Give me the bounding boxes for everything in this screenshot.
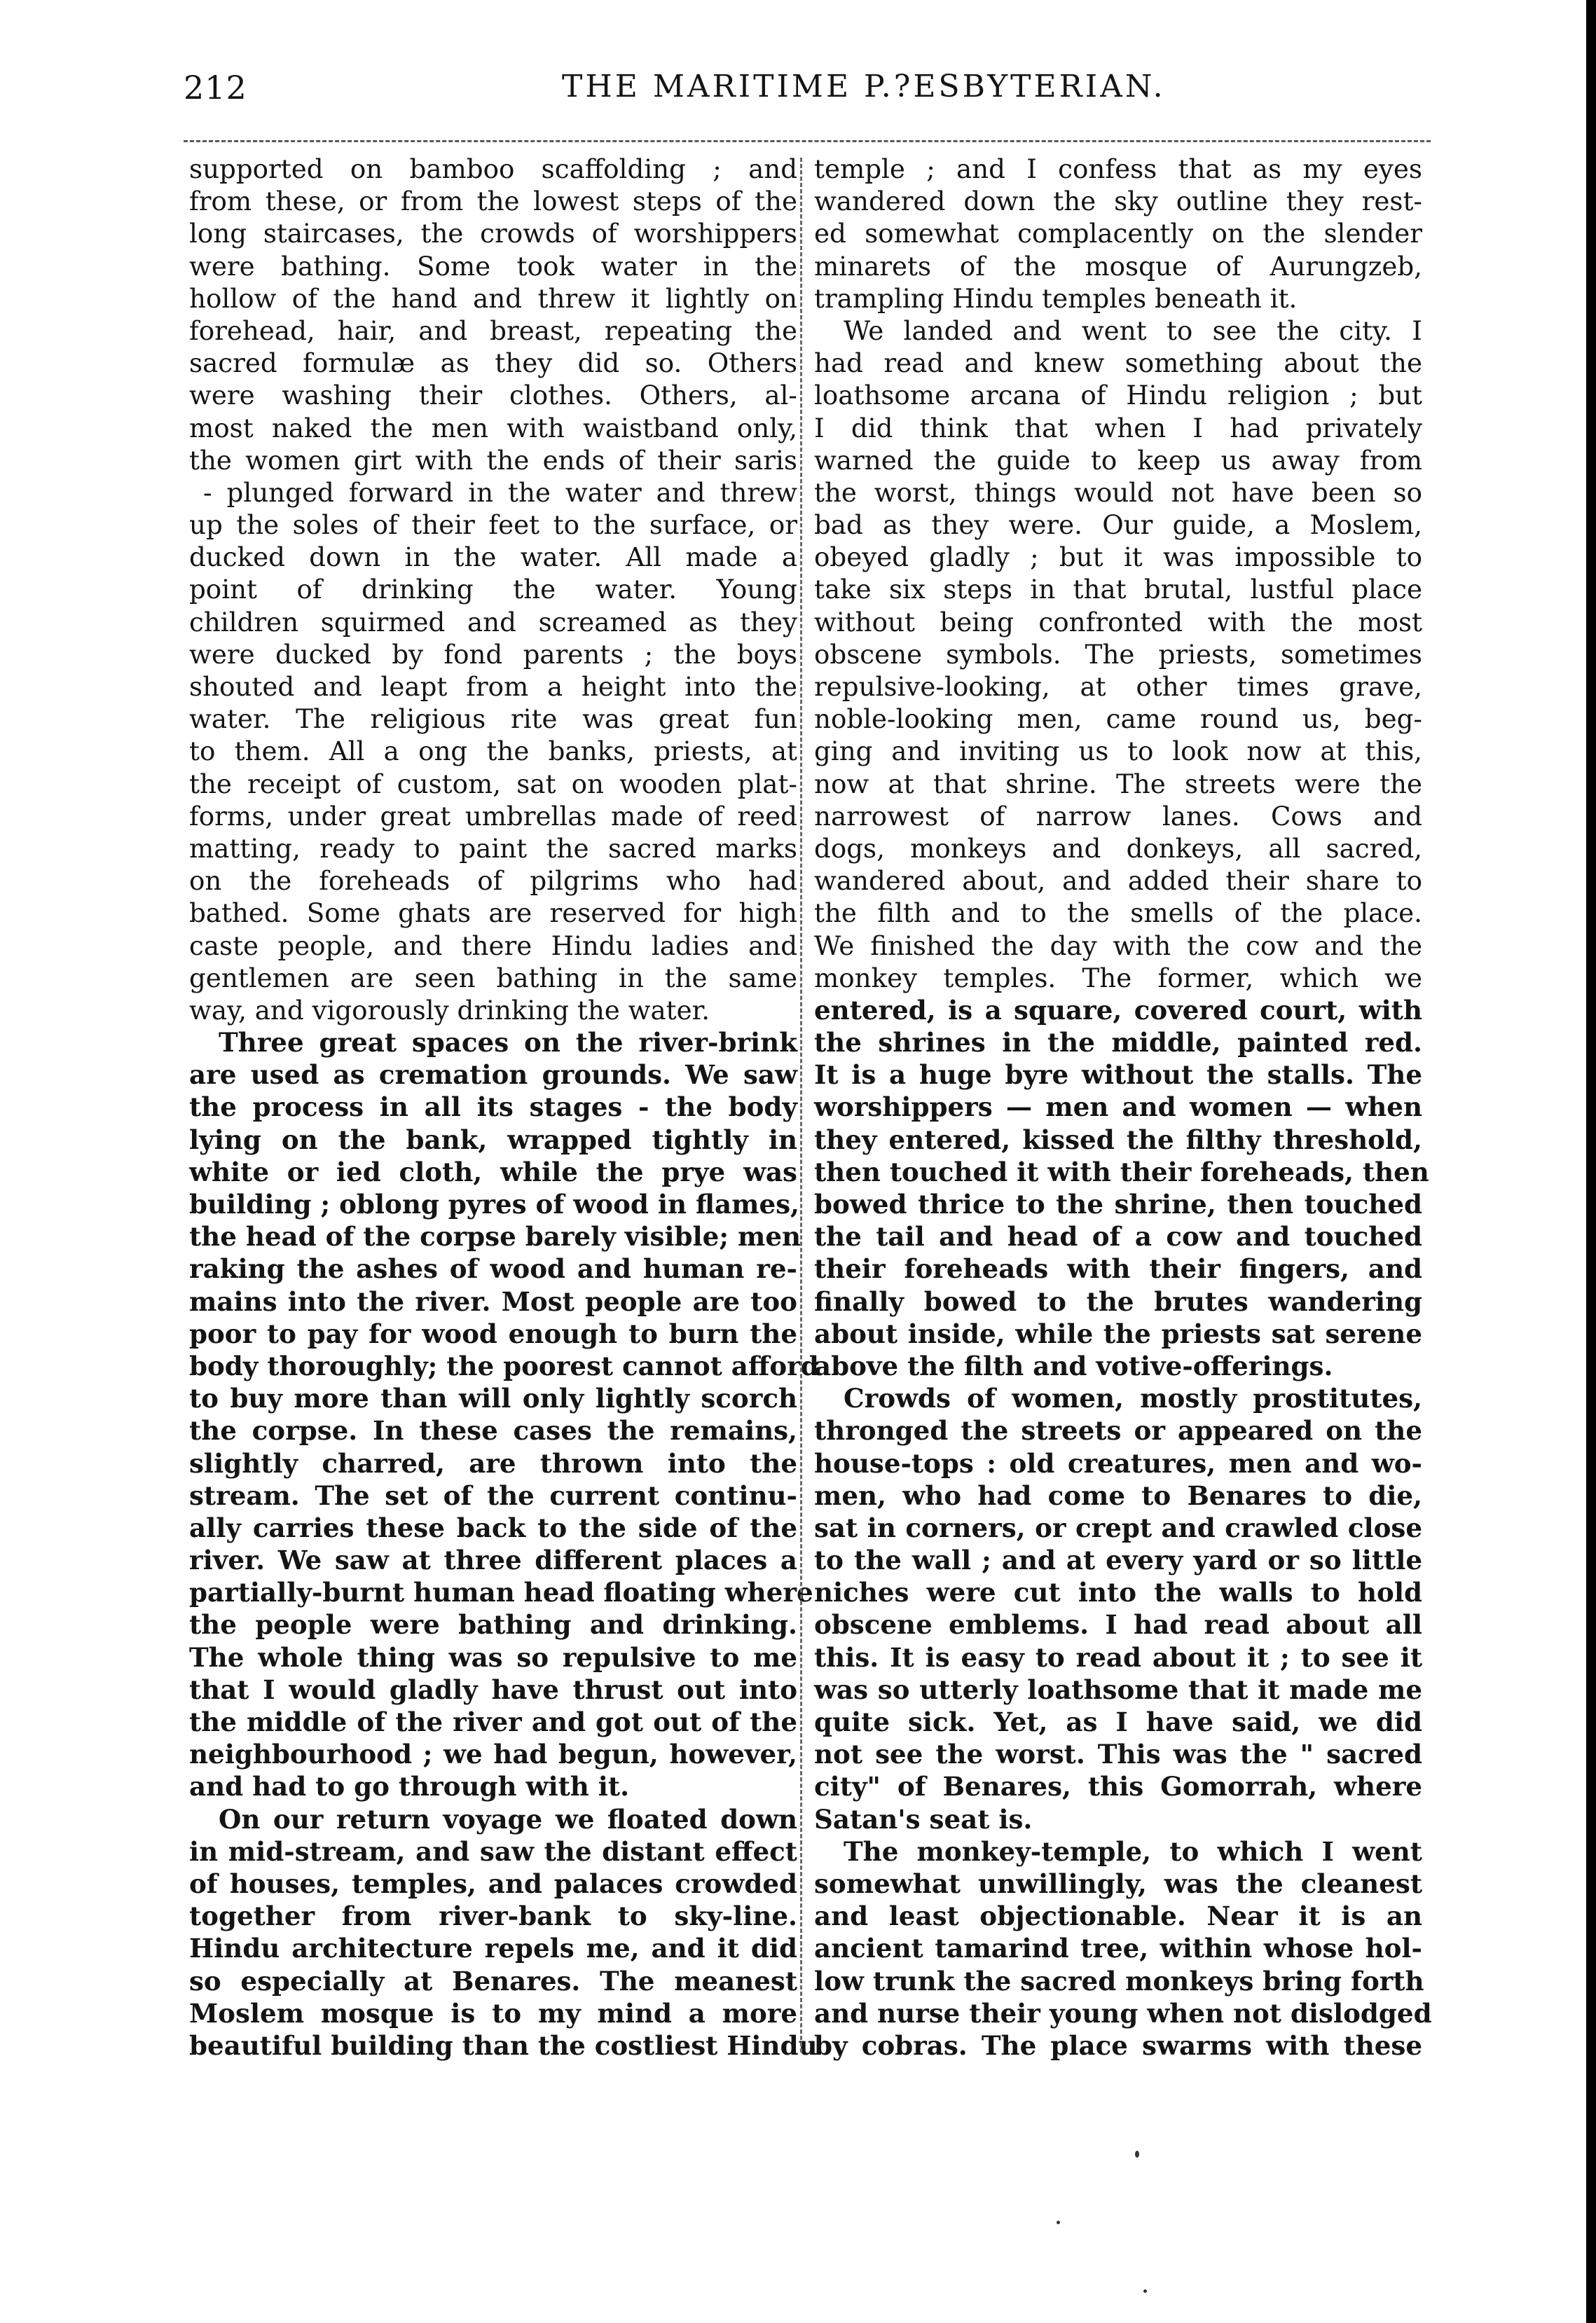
text-line: beautiful building than the costliest Hindu [189, 2029, 818, 2061]
text-line: the people were bathing and drinking. [189, 1609, 797, 1641]
text-line: gentlemen are seen bathing in the same [189, 962, 797, 993]
text-line: ging and inviting us to look now at this, [814, 736, 1422, 767]
header-rule [184, 140, 1431, 142]
text-line: slightly charred, are thrown into the [189, 1447, 797, 1479]
page-number: 212 [184, 69, 247, 106]
text-line: It is a huge byre without the stalls. The [814, 1059, 1422, 1091]
text-line: Moslem mosque is to my mind a more [189, 1997, 797, 2029]
text-line: and nurse their young when not dislodged [814, 1997, 1432, 2029]
text-line: sacred formulæ as they did so. Others [189, 347, 797, 379]
text-line: matting, ready to paint the sacred marks [189, 832, 797, 864]
text-line: warned the guide to keep us away from [814, 444, 1422, 476]
text-line: the women girt with the ends of their saris [189, 444, 797, 476]
text-line: house-tops : old creatures, men and wo- [814, 1447, 1422, 1479]
text-line: without being confronted with the most [814, 606, 1422, 637]
text-line: about inside, while the priests sat serene [814, 1318, 1422, 1349]
text-line: were bathing. Some took water in the [189, 250, 797, 282]
text-line: dogs, monkeys and donkeys, all sacred, [814, 832, 1422, 864]
text-line: building ; oblong pyres of wood in flames, [189, 1189, 800, 1220]
text-line: were ducked by fond parents ; the boys [189, 638, 797, 670]
text-line: the filth and to the smells of the place. [814, 897, 1422, 929]
text-line: mains into the river. Most people are too [189, 1285, 797, 1317]
text-line: somewhat unwillingly, was the cleanest [814, 1868, 1422, 1899]
text-line: forehead, hair, and breast, repeating the [189, 315, 797, 346]
page-header [184, 69, 1431, 118]
text-line: quite sick. Yet, as I have said, we did [814, 1707, 1422, 1737]
text-line: trampling Hindu temples beneath it. [814, 282, 1298, 314]
text-line: take six steps in that brutal, lustful place [814, 574, 1422, 605]
text-line: noble-looking men, came round us, beg- [814, 703, 1422, 735]
text-line: this. It is easy to read about it ; to see it [814, 1641, 1422, 1673]
text-line: entered, is a square, covered court, with [814, 994, 1422, 1026]
text-line: lying on the bank, wrapped tightly in [189, 1124, 797, 1155]
text-line: then touched it with their foreheads, then [814, 1156, 1429, 1187]
text-line: repulsive-looking, at other times grave, [814, 671, 1422, 702]
text-line: Three great spaces on the river-brink [219, 1027, 797, 1059]
column-divider [800, 158, 802, 2053]
text-line: to them. All a ong the banks, priests, at [189, 736, 797, 767]
text-line: thronged the streets or appeared on the [814, 1415, 1422, 1447]
text-line: point of drinking the water. Young [189, 574, 797, 605]
text-line: to buy more than will only lightly scorch [189, 1383, 797, 1414]
text-line: sat in corners, or crept and crawled close [814, 1512, 1422, 1543]
text-line: low trunk the sacred monkeys bring forth [814, 1965, 1424, 1997]
text-line: Satan's seat is. [814, 1803, 1033, 1835]
text-line: loathsome arcana of Hindu religion ; but [814, 380, 1422, 411]
text-line: to the wall ; and at every yard or so little [814, 1545, 1422, 1576]
left-column [189, 153, 819, 2093]
scan-speck [1057, 2221, 1060, 2224]
text-line: ed somewhat complacently on the slender [814, 218, 1422, 249]
text-line: We finished the day with the cow and the [814, 930, 1422, 961]
running-title: THE MARITIME P.?ESBYTERIAN. [562, 69, 1166, 104]
text-line: the middle of the river and got out of the [189, 1707, 797, 1737]
text-line: partially-burnt human head floating where [189, 1577, 813, 1608]
text-line: children squirmed and screamed as they [189, 606, 797, 637]
text-line: - plunged forward in the water and threw [203, 476, 797, 508]
text-line: hollow of the hand and threw it lightly on [189, 282, 797, 314]
text-line: in mid-stream, and saw the distant effect [189, 1835, 797, 1867]
text-line: the corpse. In these cases the remains, [189, 1415, 797, 1447]
text-line: together from river-bank to sky-line. [189, 1901, 797, 1932]
text-line: white or ied cloth, while the prye was [189, 1156, 797, 1187]
text-line: raking the ashes of wood and human re- [189, 1253, 797, 1285]
text-line: wandered about, and added their share to [814, 865, 1422, 897]
text-line: supported on bamboo scaffolding ; and [189, 153, 797, 184]
text-line: long staircases, the crowds of worshippers [189, 218, 797, 249]
text-line: they entered, kissed the filthy threshold, [814, 1124, 1422, 1155]
text-line: forms, under great umbrellas made of reed [189, 800, 797, 832]
text-line: minarets of the mosque of Aurungzeb, [814, 250, 1422, 282]
text-line: body thoroughly; the poorest cannot afford [189, 1350, 819, 1381]
text-line: above the filth and votive-offerings. [814, 1350, 1333, 1381]
text-line: caste people, and there Hindu ladies and [189, 930, 797, 961]
scan-speck [1135, 2151, 1139, 2158]
text-line: on the foreheads of pilgrims who had [189, 865, 797, 897]
text-line: men, who had come to Benares to die, [814, 1480, 1422, 1511]
text-line: and had to go through with it. [189, 1771, 630, 1802]
text-line: temple ; and I confess that as my eyes [814, 153, 1422, 184]
text-line: and least objectionable. Near it is an [814, 1901, 1422, 1932]
text-line: We landed and went to see the city. I [844, 315, 1422, 346]
text-line: the head of the corpse barely visible; men [189, 1221, 802, 1253]
scan-speck [1143, 2289, 1147, 2293]
text-line: the shrines in the middle, painted red. [814, 1027, 1422, 1059]
text-line: narrowest of narrow lanes. Cows and [814, 800, 1422, 832]
text-line: worshippers — men and women — when [814, 1091, 1422, 1123]
text-line: poor to pay for wood enough to burn the [189, 1318, 797, 1349]
text-line: up the soles of their feet to the surface, or [189, 509, 797, 541]
text-line: river. We saw at three different places a [189, 1545, 797, 1576]
text-line: way, and vigorously drinking the water. [189, 994, 710, 1026]
text-line: are used as cremation grounds. We saw [189, 1059, 797, 1091]
text-line: now at that shrine. The streets were the [814, 768, 1422, 799]
text-line: their foreheads with their fingers, and [814, 1253, 1422, 1285]
text-line: from these, or from the lowest steps of the [189, 186, 797, 217]
text-line: the tail and head of a cow and touched [814, 1221, 1422, 1253]
text-line: bad as they were. Our guide, a Moslem, [814, 509, 1422, 541]
text-line: by cobras. The place swarms with these [814, 2029, 1422, 2061]
text-line: On our return voyage we floated down [219, 1803, 797, 1835]
text-line: The monkey-temple, to which I went [844, 1835, 1422, 1867]
text-line: Hindu architecture repels me, and it did [189, 1933, 797, 1964]
text-line: neighbourhood ; we had begun, however, [189, 1739, 797, 1770]
text-line: water. The religious rite was great fun [189, 703, 797, 735]
text-line: shouted and leapt from a height into the [189, 671, 797, 702]
text-line: finally bowed to the brutes wandering [814, 1285, 1422, 1317]
text-line: bathed. Some ghats are reserved for high [189, 897, 797, 929]
text-line: ancient tamarind tree, within whose hol- [814, 1933, 1422, 1964]
text-line: of houses, temples, and palaces crowded [189, 1868, 797, 1899]
text-line: the worst, things would not have been so [814, 476, 1422, 508]
text-line: the process in all its stages - the body [189, 1091, 797, 1123]
text-line: The whole thing was so repulsive to me [189, 1641, 797, 1673]
text-line: so especially at Benares. The meanest [189, 1965, 797, 1997]
text-line: stream. The set of the current continu- [189, 1480, 797, 1511]
text-line: ducked down in the water. All made a [189, 542, 797, 573]
text-line: obscene symbols. The priests, sometimes [814, 638, 1422, 670]
text-line: obeyed gladly ; but it was impossible to [814, 542, 1422, 573]
text-line: wandered down the sky outline they rest- [814, 186, 1422, 217]
text-line: most naked the men with waistband only, [189, 412, 797, 443]
text-line: that I would gladly have thrust out into [189, 1674, 797, 1705]
text-line: was so utterly loathsome that it made me [814, 1674, 1422, 1705]
text-line: the receipt of custom, sat on wooden plat- [189, 768, 797, 799]
text-line: had read and knew something about the [814, 347, 1422, 379]
text-line: not see the worst. This was the " sacred [814, 1739, 1422, 1770]
right-column [814, 153, 1432, 2093]
scan-edge-bar [1586, 0, 1596, 2323]
text-line: monkey temples. The former, which we [814, 962, 1422, 993]
text-line: Crowds of women, mostly prostitutes, [844, 1383, 1422, 1414]
text-line: ally carries these back to the side of the [189, 1512, 797, 1543]
text-line: obscene emblems. I had read about all [814, 1609, 1422, 1641]
text-line: were washing their clothes. Others, al- [189, 380, 797, 411]
text-line: I did think that when I had privately [814, 412, 1422, 443]
text-line: niches were cut into the walls to hold [814, 1577, 1422, 1608]
text-line: city" of Benares, this Gomorrah, where [814, 1771, 1422, 1802]
text-line: bowed thrice to the shrine, then touched [814, 1189, 1422, 1220]
